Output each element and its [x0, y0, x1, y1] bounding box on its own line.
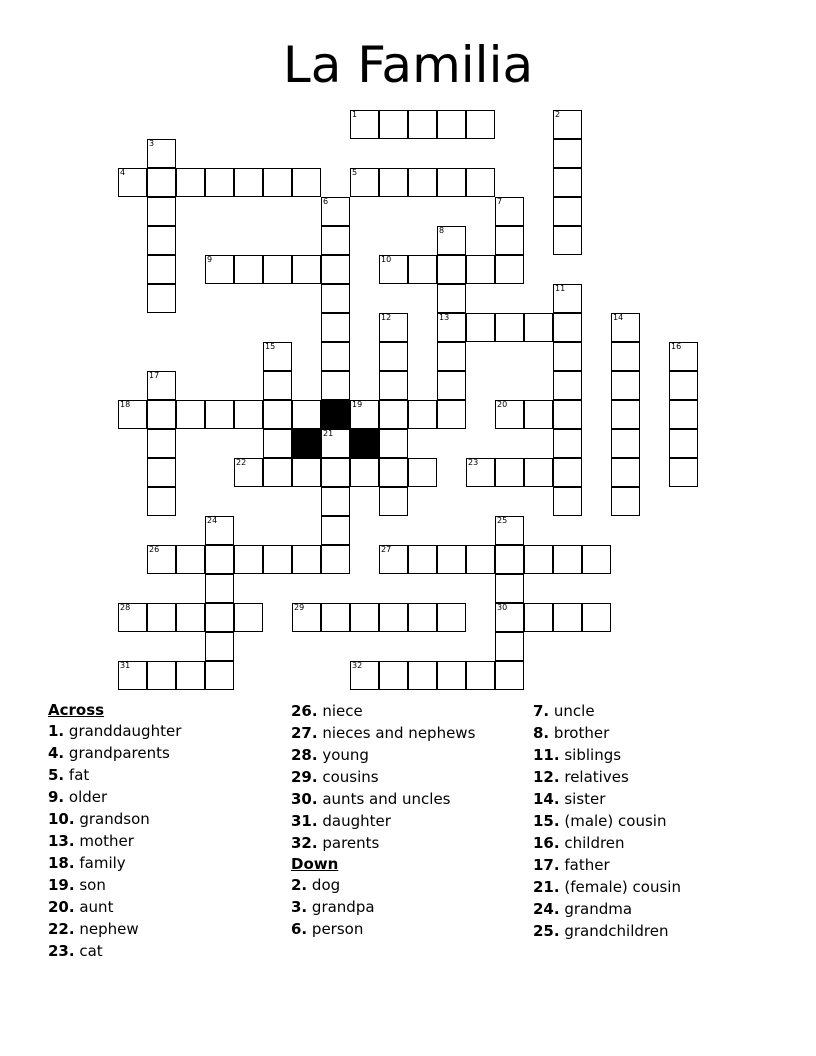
clue-number-label: 5.: [48, 766, 65, 784]
across-clue: [48, 830, 181, 852]
crossword-cell[interactable]: [437, 284, 466, 313]
down-clue: [291, 896, 475, 918]
crossword-cell[interactable]: [437, 110, 466, 139]
crossword-cell[interactable]: [553, 110, 582, 139]
crossword-cell[interactable]: [321, 197, 350, 226]
clue-text: relatives: [564, 768, 629, 786]
clue-number: 32: [352, 661, 363, 670]
crossword-cell[interactable]: [292, 458, 321, 487]
crossword-cell[interactable]: [350, 110, 379, 139]
crossword-cell[interactable]: [292, 400, 321, 429]
crossword-cell[interactable]: [379, 342, 408, 371]
clue-number: 21: [323, 429, 334, 438]
crossword-cell[interactable]: [495, 603, 524, 632]
crossword-cell[interactable]: [611, 487, 640, 516]
clue-text: children: [564, 834, 625, 852]
crossword-cell[interactable]: [524, 313, 553, 342]
clue-text: aunt: [79, 898, 114, 916]
across-clue: [48, 918, 181, 940]
page-title: La Familia: [282, 36, 534, 94]
crossword-cell[interactable]: [321, 487, 350, 516]
crossword-cell[interactable]: [321, 516, 350, 545]
clue-text: cat: [79, 942, 103, 960]
crossword-cell[interactable]: [350, 661, 379, 690]
clue-number-label: 20.: [48, 898, 75, 916]
clue-number-label: 2.: [291, 876, 308, 894]
clue-text: aunts and uncles: [322, 790, 451, 808]
crossword-cell[interactable]: [321, 226, 350, 255]
crossword-cell[interactable]: [321, 545, 350, 574]
clue-text: uncle: [553, 702, 595, 720]
clue-number: 9: [207, 255, 213, 264]
clue-number: 20: [497, 400, 508, 409]
crossword-cell[interactable]: [669, 371, 698, 400]
clue-number-label: 24.: [533, 900, 560, 918]
crossword-cell[interactable]: [263, 429, 292, 458]
crossword-cell[interactable]: [553, 342, 582, 371]
crossword-cell[interactable]: [147, 661, 176, 690]
down-clue: [533, 766, 681, 788]
clue-text: father: [564, 856, 610, 874]
crossword-cell[interactable]: [263, 458, 292, 487]
crossword-cell[interactable]: [495, 516, 524, 545]
clue-number-label: 31.: [291, 812, 318, 830]
crossword-cell[interactable]: [147, 255, 176, 284]
clue-number: 22: [236, 458, 247, 467]
crossword-cell[interactable]: [611, 313, 640, 342]
across-clue: [291, 722, 475, 744]
crossword-cell[interactable]: [234, 255, 263, 284]
crossword-cell[interactable]: [321, 255, 350, 284]
clue-text: grandson: [79, 810, 150, 828]
crossword-cell[interactable]: [118, 661, 147, 690]
clue-number: 19: [352, 400, 363, 409]
crossword-cell[interactable]: [408, 661, 437, 690]
crossword-cell[interactable]: [205, 400, 234, 429]
crossword-cell[interactable]: [321, 313, 350, 342]
crossword-cell[interactable]: [379, 255, 408, 284]
crossword-cell[interactable]: [350, 400, 379, 429]
clue-text: grandchildren: [564, 922, 669, 940]
down-clue: [533, 744, 681, 766]
crossword-cell[interactable]: [466, 458, 495, 487]
clue-number: 5: [352, 168, 358, 177]
clue-text: granddaughter: [68, 722, 182, 740]
crossword-cell[interactable]: [321, 342, 350, 371]
clue-number: 16: [671, 342, 682, 351]
crossword-cell[interactable]: [553, 400, 582, 429]
down-clue: [533, 722, 681, 744]
crossword-cell[interactable]: [147, 400, 176, 429]
clue-text: dog: [311, 876, 341, 894]
crossword-cell[interactable]: [379, 110, 408, 139]
crossword-cell[interactable]: [350, 458, 379, 487]
crossword-cell[interactable]: [553, 458, 582, 487]
crossword-cell[interactable]: [205, 603, 234, 632]
crossword-cell[interactable]: [147, 603, 176, 632]
clue-number: 30: [497, 603, 508, 612]
crossword-cell[interactable]: [553, 429, 582, 458]
crossword-cell[interactable]: [553, 603, 582, 632]
crossword-cell[interactable]: [611, 371, 640, 400]
crossword-cell[interactable]: [495, 226, 524, 255]
clue-number-label: 8.: [533, 724, 550, 742]
black-cell: [292, 429, 321, 458]
down-clue: [533, 788, 681, 810]
crossword-cell[interactable]: [408, 603, 437, 632]
crossword-cell[interactable]: [292, 168, 321, 197]
clue-text: (male) cousin: [564, 812, 667, 830]
clue-number: 17: [149, 371, 160, 380]
clue-number: 14: [613, 313, 624, 322]
crossword-cell[interactable]: [553, 371, 582, 400]
clue-text: older: [68, 788, 108, 806]
clue-number-label: 12.: [533, 768, 560, 786]
down-clue: [291, 918, 475, 940]
crossword-cell[interactable]: [147, 487, 176, 516]
crossword-cell[interactable]: [466, 255, 495, 284]
crossword-cell[interactable]: [118, 168, 147, 197]
clue-number-label: 17.: [533, 856, 560, 874]
crossword-cell[interactable]: [408, 545, 437, 574]
across-clue: [48, 764, 181, 786]
clue-number-label: 3.: [291, 898, 308, 916]
crossword-cell[interactable]: [408, 110, 437, 139]
crossword-cell[interactable]: [611, 458, 640, 487]
clue-text: grandma: [564, 900, 633, 918]
down-clue: [533, 854, 681, 876]
crossword-cell[interactable]: [408, 168, 437, 197]
clue-number: 18: [120, 400, 131, 409]
crossword-cell[interactable]: [408, 400, 437, 429]
crossword-cell[interactable]: [553, 487, 582, 516]
clue-text: grandpa: [311, 898, 375, 916]
crossword-cell[interactable]: [437, 255, 466, 284]
crossword-cell[interactable]: [234, 400, 263, 429]
crossword-cell[interactable]: [234, 603, 263, 632]
clue-number-label: 25.: [533, 922, 560, 940]
crossword-cell[interactable]: [147, 545, 176, 574]
crossword-cell[interactable]: [379, 545, 408, 574]
clue-text: son: [79, 876, 106, 894]
across-clue: [291, 744, 475, 766]
crossword-cell[interactable]: [495, 545, 524, 574]
clue-text: nephew: [79, 920, 139, 938]
crossword-cell[interactable]: [379, 603, 408, 632]
clue-number: 3: [149, 139, 155, 148]
crossword-cell[interactable]: [379, 313, 408, 342]
across-clue: [48, 896, 181, 918]
crossword-cell[interactable]: [437, 168, 466, 197]
clue-number: 31: [120, 661, 131, 670]
clue-number: 6: [323, 197, 329, 206]
clue-number: 29: [294, 603, 305, 612]
crossword-cell[interactable]: [205, 545, 234, 574]
clue-number-label: 26.: [291, 702, 318, 720]
across-clue: [291, 832, 475, 854]
crossword-cell[interactable]: [669, 458, 698, 487]
crossword-cell[interactable]: [495, 400, 524, 429]
crossword-cell[interactable]: [176, 400, 205, 429]
clue-number-label: 19.: [48, 876, 75, 894]
clue-column-1: [48, 700, 181, 962]
across-clue: [291, 766, 475, 788]
clue-number: 26: [149, 545, 160, 554]
crossword-cell[interactable]: [350, 603, 379, 632]
down-clue: [291, 874, 475, 896]
clue-number: 2: [555, 110, 561, 119]
across-clue: [291, 700, 475, 722]
crossword-cell[interactable]: [495, 197, 524, 226]
across-clue: [48, 786, 181, 808]
crossword-cell[interactable]: [147, 458, 176, 487]
across-clue: [291, 788, 475, 810]
down-clue: [533, 700, 681, 722]
crossword-cell[interactable]: [321, 371, 350, 400]
clue-number: 7: [497, 197, 503, 206]
crossword-cell[interactable]: [408, 458, 437, 487]
clue-text: person: [311, 920, 364, 938]
crossword-cell[interactable]: [321, 284, 350, 313]
crossword-cell[interactable]: [292, 255, 321, 284]
clue-text: cousins: [322, 768, 379, 786]
crossword-cell[interactable]: [553, 545, 582, 574]
crossword-cell[interactable]: [379, 458, 408, 487]
clue-number-label: 10.: [48, 810, 75, 828]
across-clue: [48, 852, 181, 874]
crossword-cell[interactable]: [118, 603, 147, 632]
clue-number: 4: [120, 168, 126, 177]
crossword-cell[interactable]: [553, 139, 582, 168]
black-cell: [350, 429, 379, 458]
clue-number-label: 14.: [533, 790, 560, 808]
clue-text: nieces and nephews: [322, 724, 476, 742]
clue-number-label: 15.: [533, 812, 560, 830]
crossword-cell[interactable]: [234, 458, 263, 487]
across-clue: [48, 720, 181, 742]
clue-number-label: 11.: [533, 746, 560, 764]
crossword-cell[interactable]: [147, 429, 176, 458]
crossword-cell[interactable]: [669, 342, 698, 371]
crossword-cell[interactable]: [379, 168, 408, 197]
clue-text: daughter: [322, 812, 391, 830]
clue-number: 1: [352, 110, 358, 119]
down-clue: [533, 898, 681, 920]
across-clue: [48, 808, 181, 830]
crossword-cell[interactable]: [437, 342, 466, 371]
crossword-cell[interactable]: [205, 661, 234, 690]
crossword-cell[interactable]: [205, 255, 234, 284]
crossword-cell[interactable]: [669, 429, 698, 458]
clue-number: 10: [381, 255, 392, 264]
crossword-cell[interactable]: [147, 371, 176, 400]
clue-column-2: [291, 700, 475, 940]
clue-number-label: 23.: [48, 942, 75, 960]
crossword-cell[interactable]: [263, 400, 292, 429]
down-clue: [533, 810, 681, 832]
crossword-cell[interactable]: [350, 168, 379, 197]
crossword-cell[interactable]: [553, 226, 582, 255]
clue-number-label: 32.: [291, 834, 318, 852]
crossword-cell[interactable]: [234, 168, 263, 197]
crossword-cell[interactable]: [669, 400, 698, 429]
clue-number: 25: [497, 516, 508, 525]
clue-text: siblings: [564, 746, 622, 764]
crossword-cell[interactable]: [495, 632, 524, 661]
crossword-cell[interactable]: [582, 603, 611, 632]
across-clue: [48, 874, 181, 896]
crossword-cell[interactable]: [176, 603, 205, 632]
clue-number-label: 7.: [533, 702, 550, 720]
clue-number-label: 21.: [533, 878, 560, 896]
crossword-cell[interactable]: [437, 661, 466, 690]
crossword-cell[interactable]: [263, 545, 292, 574]
crossword-cell[interactable]: [582, 545, 611, 574]
crossword-cell[interactable]: [379, 429, 408, 458]
crossword-cell[interactable]: [553, 197, 582, 226]
clue-number: 28: [120, 603, 131, 612]
clue-text: mother: [79, 832, 134, 850]
crossword-cell[interactable]: [524, 458, 553, 487]
crossword-cell[interactable]: [147, 197, 176, 226]
clue-column-3: [533, 700, 681, 942]
clue-text: young: [322, 746, 369, 764]
crossword-cell[interactable]: [466, 661, 495, 690]
down-clue: [533, 920, 681, 942]
crossword-cell[interactable]: [205, 632, 234, 661]
clue-number: 11: [555, 284, 566, 293]
clue-number: 27: [381, 545, 392, 554]
crossword-cell[interactable]: [466, 545, 495, 574]
crossword-cell[interactable]: [495, 661, 524, 690]
crossword-cell[interactable]: [147, 168, 176, 197]
down-clue: [533, 832, 681, 854]
crossword-cell[interactable]: [147, 284, 176, 313]
crossword-cell[interactable]: [524, 400, 553, 429]
clue-number: 8: [439, 226, 445, 235]
clue-number-label: 9.: [48, 788, 65, 806]
crossword-cell[interactable]: [321, 603, 350, 632]
clue-number-label: 27.: [291, 724, 318, 742]
across-heading: Across: [48, 701, 105, 719]
down-heading: Down: [291, 855, 339, 873]
clue-text: sister: [564, 790, 606, 808]
clue-number: 12: [381, 313, 392, 322]
clue-text: fat: [68, 766, 90, 784]
crossword-cell[interactable]: [292, 603, 321, 632]
crossword-cell[interactable]: [553, 313, 582, 342]
crossword-cell[interactable]: [379, 400, 408, 429]
clue-number-label: 1.: [48, 722, 65, 740]
crossword-cell[interactable]: [379, 371, 408, 400]
clue-text: parents: [322, 834, 380, 852]
clue-number-label: 28.: [291, 746, 318, 764]
crossword-cell[interactable]: [495, 255, 524, 284]
crossword-cell[interactable]: [379, 487, 408, 516]
crossword-cell[interactable]: [553, 168, 582, 197]
crossword-cell[interactable]: [321, 458, 350, 487]
clue-number-label: 29.: [291, 768, 318, 786]
clue-text: (female) cousin: [564, 878, 681, 896]
crossword-cell[interactable]: [495, 574, 524, 603]
crossword-cell[interactable]: [524, 545, 553, 574]
crossword-cell[interactable]: [176, 168, 205, 197]
crossword-cell[interactable]: [466, 110, 495, 139]
clue-text: family: [79, 854, 126, 872]
crossword-cell[interactable]: [176, 661, 205, 690]
crossword-cell[interactable]: [611, 342, 640, 371]
clue-number-label: 6.: [291, 920, 308, 938]
crossword-cell[interactable]: [147, 226, 176, 255]
crossword-cell[interactable]: [263, 168, 292, 197]
crossword-cell[interactable]: [437, 371, 466, 400]
crossword-cell[interactable]: [437, 400, 466, 429]
clue-number-label: 30.: [291, 790, 318, 808]
clue-text: niece: [322, 702, 363, 720]
crossword-cell[interactable]: [466, 168, 495, 197]
crossword-cell[interactable]: [205, 574, 234, 603]
crossword-cell[interactable]: [437, 603, 466, 632]
across-clue: [291, 810, 475, 832]
crossword-cell[interactable]: [553, 284, 582, 313]
crossword-cell[interactable]: [205, 168, 234, 197]
crossword-cell[interactable]: [408, 255, 437, 284]
crossword-cell[interactable]: [495, 458, 524, 487]
clue-number-label: 4.: [48, 744, 65, 762]
crossword-cell[interactable]: [437, 313, 466, 342]
crossword-cell[interactable]: [176, 545, 205, 574]
crossword-cell[interactable]: [234, 545, 263, 574]
black-cell: [321, 400, 350, 429]
clue-number-label: 18.: [48, 854, 75, 872]
crossword-cell[interactable]: [611, 400, 640, 429]
crossword-cell[interactable]: [611, 429, 640, 458]
crossword-cell[interactable]: [437, 545, 466, 574]
crossword-cell[interactable]: [495, 313, 524, 342]
clue-number: 13: [439, 313, 450, 322]
crossword-cell[interactable]: [524, 603, 553, 632]
crossword-cell[interactable]: [292, 545, 321, 574]
clue-text: brother: [553, 724, 610, 742]
clue-number-label: 16.: [533, 834, 560, 852]
crossword-cell[interactable]: [118, 400, 147, 429]
clue-text: grandparents: [68, 744, 170, 762]
across-clue: [48, 940, 181, 962]
crossword-cell[interactable]: [205, 516, 234, 545]
crossword-cell[interactable]: [379, 661, 408, 690]
down-clue: [533, 876, 681, 898]
crossword-cell[interactable]: [437, 226, 466, 255]
crossword-cell[interactable]: [263, 371, 292, 400]
clue-number: 23: [468, 458, 479, 467]
crossword-cell[interactable]: [263, 255, 292, 284]
clue-number-label: 13.: [48, 832, 75, 850]
clue-number-label: 22.: [48, 920, 75, 938]
crossword-cell[interactable]: [466, 313, 495, 342]
crossword-cell[interactable]: [263, 342, 292, 371]
across-clue: [48, 742, 181, 764]
clue-number: 24: [207, 516, 218, 525]
crossword-cell[interactable]: [321, 429, 350, 458]
clue-number: 15: [265, 342, 276, 351]
crossword-cell[interactable]: [147, 139, 176, 168]
